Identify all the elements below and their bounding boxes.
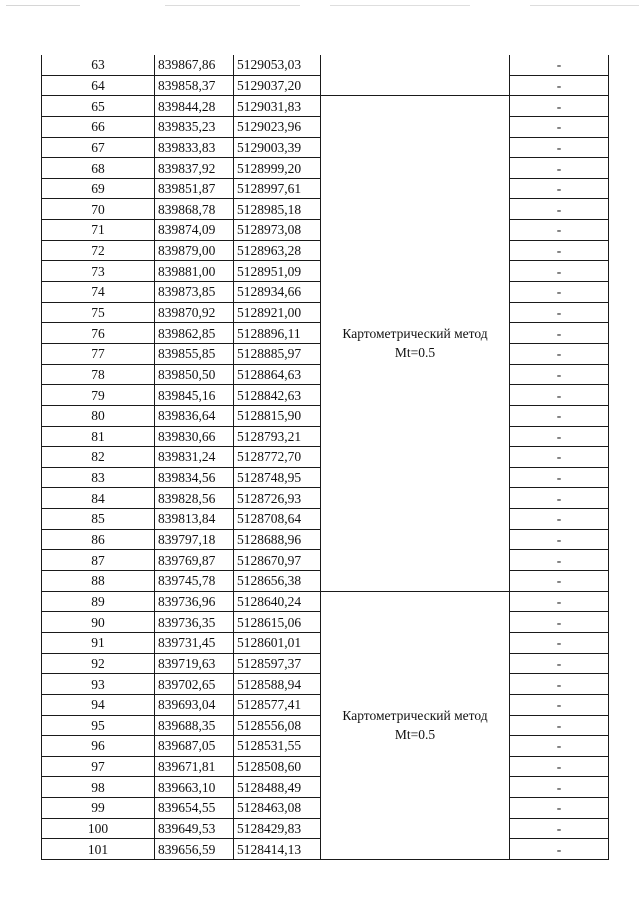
coordinates-table-body	[42, 55, 609, 859]
y-coordinate-cell: 5129031,83	[234, 96, 321, 117]
y-coordinate-cell: 5128793,21	[234, 426, 321, 447]
dash-cell: -	[510, 777, 609, 798]
y-coordinate-cell: 5129053,03	[234, 55, 321, 75]
x-coordinate-cell: 839855,85	[155, 343, 234, 364]
dash-cell: -	[510, 571, 609, 592]
x-coordinate-cell: 839736,35	[155, 612, 234, 633]
point-number-cell: 66	[42, 116, 155, 137]
point-number-cell: 95	[42, 715, 155, 736]
dash-cell: -	[510, 178, 609, 199]
table-row	[42, 591, 609, 612]
y-coordinate-cell: 5128531,55	[234, 736, 321, 757]
coordinates-table	[41, 55, 609, 860]
dash-cell: -	[510, 509, 609, 530]
point-number-cell: 84	[42, 488, 155, 509]
x-coordinate-cell: 839687,05	[155, 736, 234, 757]
y-coordinate-cell: 5128414,13	[234, 839, 321, 860]
x-coordinate-cell: 839844,28	[155, 96, 234, 117]
point-number-cell: 75	[42, 302, 155, 323]
point-number-cell: 91	[42, 632, 155, 653]
y-coordinate-cell: 5128951,09	[234, 261, 321, 282]
y-coordinate-cell: 5129037,20	[234, 75, 321, 96]
y-coordinate-cell: 5128577,41	[234, 694, 321, 715]
x-coordinate-cell: 839845,16	[155, 385, 234, 406]
y-coordinate-cell: 5128921,00	[234, 302, 321, 323]
y-coordinate-cell: 5128597,37	[234, 653, 321, 674]
table-row	[42, 55, 609, 75]
y-coordinate-cell: 5128885,97	[234, 343, 321, 364]
x-coordinate-cell: 839837,92	[155, 158, 234, 179]
x-coordinate-cell: 839702,65	[155, 674, 234, 695]
dash-cell: -	[510, 220, 609, 241]
x-coordinate-cell: 839879,00	[155, 240, 234, 261]
dash-cell: -	[510, 364, 609, 385]
point-number-cell: 68	[42, 158, 155, 179]
y-coordinate-cell: 5128726,93	[234, 488, 321, 509]
y-coordinate-cell: 5129023,96	[234, 116, 321, 137]
dash-cell: -	[510, 756, 609, 777]
point-number-cell: 71	[42, 220, 155, 241]
dash-cell: -	[510, 116, 609, 137]
point-number-cell: 72	[42, 240, 155, 261]
dash-cell: -	[510, 240, 609, 261]
dash-cell: -	[510, 405, 609, 426]
x-coordinate-cell: 839828,56	[155, 488, 234, 509]
dash-cell: -	[510, 199, 609, 220]
x-coordinate-cell: 839693,04	[155, 694, 234, 715]
y-coordinate-cell: 5128670,97	[234, 550, 321, 571]
y-coordinate-cell: 5128640,24	[234, 591, 321, 612]
scan-artifact-top	[0, 0, 639, 12]
x-coordinate-cell: 839736,96	[155, 591, 234, 612]
y-coordinate-cell: 5128842,63	[234, 385, 321, 406]
y-coordinate-cell: 5128748,95	[234, 467, 321, 488]
x-coordinate-cell: 839867,86	[155, 55, 234, 75]
x-coordinate-cell: 839870,92	[155, 302, 234, 323]
point-number-cell: 76	[42, 323, 155, 344]
point-number-cell: 65	[42, 96, 155, 117]
dash-cell: -	[510, 75, 609, 96]
method-name: Картометрический метод	[342, 326, 488, 342]
y-coordinate-cell: 5128896,11	[234, 323, 321, 344]
y-coordinate-cell: 5128934,66	[234, 282, 321, 303]
point-number-cell: 97	[42, 756, 155, 777]
point-number-cell: 83	[42, 467, 155, 488]
x-coordinate-cell: 839868,78	[155, 199, 234, 220]
x-coordinate-cell: 839881,00	[155, 261, 234, 282]
x-coordinate-cell: 839833,83	[155, 137, 234, 158]
point-number-cell: 90	[42, 612, 155, 633]
y-coordinate-cell: 5128508,60	[234, 756, 321, 777]
y-coordinate-cell: 5128973,08	[234, 220, 321, 241]
point-number-cell: 80	[42, 405, 155, 426]
dash-cell: -	[510, 343, 609, 364]
dash-cell: -	[510, 798, 609, 819]
y-coordinate-cell: 5128985,18	[234, 199, 321, 220]
y-coordinate-cell: 5128656,38	[234, 571, 321, 592]
y-coordinate-cell: 5128864,63	[234, 364, 321, 385]
table-row	[42, 96, 609, 117]
x-coordinate-cell: 839671,81	[155, 756, 234, 777]
y-coordinate-cell: 5128463,08	[234, 798, 321, 819]
dash-cell: -	[510, 529, 609, 550]
x-coordinate-cell: 839836,64	[155, 405, 234, 426]
dash-cell: -	[510, 632, 609, 653]
point-number-cell: 85	[42, 509, 155, 530]
x-coordinate-cell: 839745,78	[155, 571, 234, 592]
x-coordinate-cell: 839813,84	[155, 509, 234, 530]
dash-cell: -	[510, 158, 609, 179]
point-number-cell: 63	[42, 55, 155, 75]
y-coordinate-cell: 5128999,20	[234, 158, 321, 179]
y-coordinate-cell: 5128688,96	[234, 529, 321, 550]
dash-cell: -	[510, 426, 609, 447]
point-number-cell: 88	[42, 571, 155, 592]
dash-cell: -	[510, 653, 609, 674]
x-coordinate-cell: 839831,24	[155, 447, 234, 468]
point-number-cell: 98	[42, 777, 155, 798]
dash-cell: -	[510, 467, 609, 488]
y-coordinate-cell: 5128997,61	[234, 178, 321, 199]
y-coordinate-cell: 5128588,94	[234, 674, 321, 695]
y-coordinate-cell: 5128615,06	[234, 612, 321, 633]
point-number-cell: 82	[42, 447, 155, 468]
dash-cell: -	[510, 302, 609, 323]
point-number-cell: 79	[42, 385, 155, 406]
point-number-cell: 67	[42, 137, 155, 158]
x-coordinate-cell: 839719,63	[155, 653, 234, 674]
dash-cell: -	[510, 674, 609, 695]
x-coordinate-cell: 839835,23	[155, 116, 234, 137]
point-number-cell: 70	[42, 199, 155, 220]
y-coordinate-cell: 5128488,49	[234, 777, 321, 798]
x-coordinate-cell: 839731,45	[155, 632, 234, 653]
x-coordinate-cell: 839834,56	[155, 467, 234, 488]
y-coordinate-cell: 5129003,39	[234, 137, 321, 158]
dash-cell: -	[510, 715, 609, 736]
dash-cell: -	[510, 261, 609, 282]
y-coordinate-cell: 5128556,08	[234, 715, 321, 736]
point-number-cell: 86	[42, 529, 155, 550]
dash-cell: -	[510, 488, 609, 509]
x-coordinate-cell: 839769,87	[155, 550, 234, 571]
point-number-cell: 89	[42, 591, 155, 612]
point-number-cell: 100	[42, 818, 155, 839]
dash-cell: -	[510, 323, 609, 344]
x-coordinate-cell: 839850,50	[155, 364, 234, 385]
x-coordinate-cell: 839654,55	[155, 798, 234, 819]
x-coordinate-cell: 839688,35	[155, 715, 234, 736]
point-number-cell: 96	[42, 736, 155, 757]
y-coordinate-cell: 5128601,01	[234, 632, 321, 653]
x-coordinate-cell: 839649,53	[155, 818, 234, 839]
method-name: Картометрический метод	[342, 708, 488, 724]
y-coordinate-cell: 5128708,64	[234, 509, 321, 530]
dash-cell: -	[510, 550, 609, 571]
point-number-cell: 78	[42, 364, 155, 385]
method-accuracy: Mt=0.5	[394, 727, 436, 743]
point-number-cell: 64	[42, 75, 155, 96]
dash-cell: -	[510, 282, 609, 303]
x-coordinate-cell: 839797,18	[155, 529, 234, 550]
x-coordinate-cell: 839858,37	[155, 75, 234, 96]
dash-cell: -	[510, 591, 609, 612]
dash-cell: -	[510, 612, 609, 633]
point-number-cell: 99	[42, 798, 155, 819]
point-number-cell: 69	[42, 178, 155, 199]
dash-cell: -	[510, 818, 609, 839]
point-number-cell: 74	[42, 282, 155, 303]
dash-cell: -	[510, 447, 609, 468]
point-number-cell: 92	[42, 653, 155, 674]
x-coordinate-cell: 839874,09	[155, 220, 234, 241]
point-number-cell: 93	[42, 674, 155, 695]
y-coordinate-cell: 5128963,28	[234, 240, 321, 261]
x-coordinate-cell: 839862,85	[155, 323, 234, 344]
dash-cell: -	[510, 694, 609, 715]
method-cell	[321, 96, 510, 591]
y-coordinate-cell: 5128772,70	[234, 447, 321, 468]
method-cell	[321, 55, 510, 96]
x-coordinate-cell: 839851,87	[155, 178, 234, 199]
dash-cell: -	[510, 96, 609, 117]
x-coordinate-cell: 839830,66	[155, 426, 234, 447]
point-number-cell: 77	[42, 343, 155, 364]
dash-cell: -	[510, 385, 609, 406]
x-coordinate-cell: 839656,59	[155, 839, 234, 860]
dash-cell: -	[510, 736, 609, 757]
dash-cell: -	[510, 55, 609, 75]
point-number-cell: 94	[42, 694, 155, 715]
method-accuracy: Mt=0.5	[394, 345, 436, 361]
dash-cell: -	[510, 137, 609, 158]
point-number-cell: 73	[42, 261, 155, 282]
x-coordinate-cell: 839663,10	[155, 777, 234, 798]
point-number-cell: 81	[42, 426, 155, 447]
y-coordinate-cell: 5128429,83	[234, 818, 321, 839]
dash-cell: -	[510, 839, 609, 860]
y-coordinate-cell: 5128815,90	[234, 405, 321, 426]
method-cell	[321, 591, 510, 859]
x-coordinate-cell: 839873,85	[155, 282, 234, 303]
point-number-cell: 101	[42, 839, 155, 860]
point-number-cell: 87	[42, 550, 155, 571]
